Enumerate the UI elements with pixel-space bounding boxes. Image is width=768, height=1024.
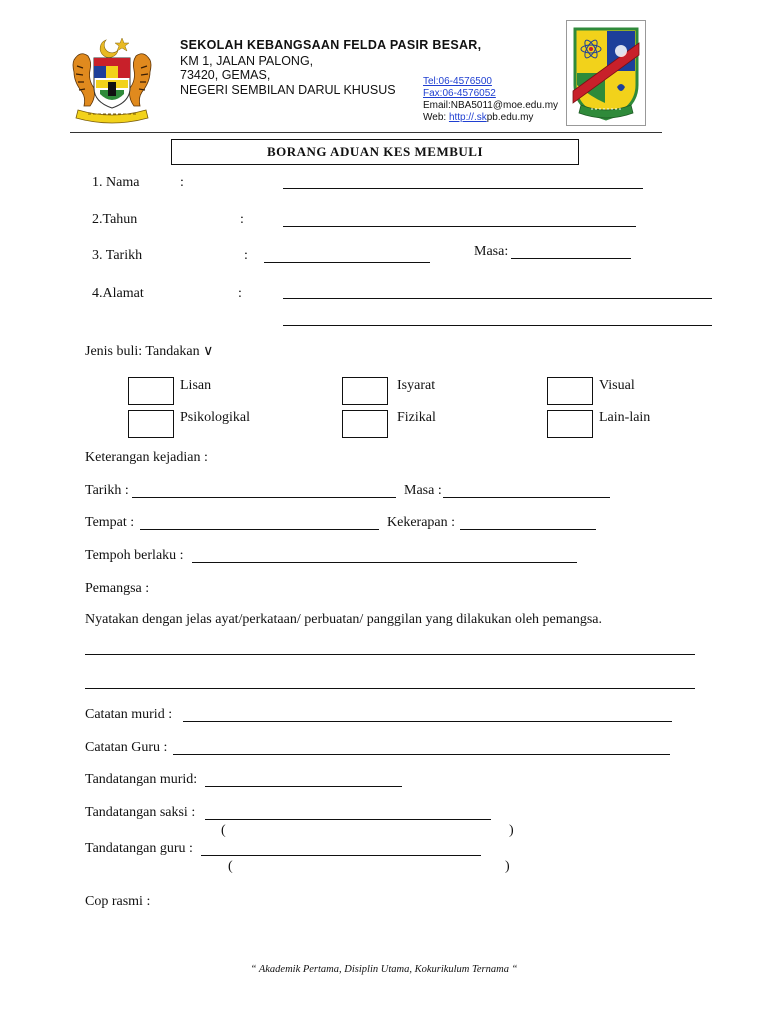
nyatakan-label: Nyatakan dengan jelas ayat/perkataan/ perbuatan/ panggilan yang dilakukan oleh pemangsa. (85, 612, 603, 627)
school-crest-icon (566, 20, 646, 126)
visual-label: Visual (599, 378, 635, 393)
address-line-3: NEGERI SEMBILAN DARUL KHUSUS (180, 83, 396, 97)
tel-link[interactable]: Tel:06-4576500 (423, 76, 492, 87)
tt-saksi-label: Tandatangan saksi : (85, 805, 196, 820)
tempat-field[interactable] (140, 529, 379, 530)
catatan-guru-label: Catatan Guru : (85, 740, 168, 755)
tt-guru-field[interactable] (201, 855, 481, 856)
fax-link[interactable]: Fax:06-4576052 (423, 88, 496, 99)
school-name: SEKOLAH KEBANGSAAN FELDA PASIR BESAR, (180, 38, 482, 52)
masa2-label: Masa : (404, 483, 442, 498)
form-title: BORANG ADUAN KES MEMBULI (266, 144, 484, 159)
lain-lain-checkbox[interactable] (547, 410, 593, 438)
masa-field[interactable] (511, 258, 631, 259)
kekerapan-label: Kekerapan : (387, 515, 456, 530)
footer-motto: “ Akademik Pertama, Disiplin Utama, Kokurikulum Ternama “ (250, 964, 518, 975)
tarikh2-label: Tarikh : (85, 483, 129, 498)
alamat-colon: : (238, 286, 242, 301)
web-link[interactable]: http://.sk (448, 112, 487, 123)
alamat-field-1[interactable] (283, 298, 712, 299)
email-text: Email:NBA5011@moe.edu.my (423, 100, 559, 111)
cop-rasmi-label: Cop rasmi : (85, 894, 151, 909)
visual-checkbox[interactable] (547, 377, 593, 405)
alamat-label: 4.Alamat (92, 286, 144, 301)
tahun-label: 2.Tahun (92, 212, 138, 227)
address-line-1: KM 1, JALAN PALONG, (180, 54, 314, 68)
guru-paren-open: ( (228, 859, 233, 874)
nyatakan-field-2[interactable] (85, 688, 695, 689)
nama-label: 1. Nama (92, 175, 140, 190)
saksi-paren-close: ) (509, 823, 514, 838)
nyatakan-field-1[interactable] (85, 654, 695, 655)
tarikh-field[interactable] (264, 262, 430, 263)
isyarat-checkbox[interactable] (342, 377, 388, 405)
tarikh-label: 3. Tarikh (92, 248, 143, 263)
tahun-colon: : (240, 212, 244, 227)
fizikal-checkbox[interactable] (342, 410, 388, 438)
tarikh2-field[interactable] (132, 497, 396, 498)
lisan-checkbox[interactable] (128, 377, 174, 405)
tempoh-field[interactable] (192, 562, 577, 563)
catatan-guru-field[interactable] (173, 754, 670, 755)
kekerapan-field[interactable] (460, 529, 596, 530)
psikologikal-label: Psikologikal (180, 410, 251, 425)
tt-guru-label: Tandatangan guru : (85, 841, 193, 856)
psikologikal-checkbox[interactable] (128, 410, 174, 438)
web-suffix: pb.edu.my (486, 112, 534, 123)
coat-of-arms-icon (66, 34, 158, 124)
pemangsa-label: Pemangsa : (85, 581, 150, 596)
tt-saksi-field[interactable] (205, 819, 491, 820)
isyarat-label: Isyarat (397, 378, 436, 393)
catatan-murid-field[interactable] (183, 721, 672, 722)
lain-lain-label: Lain-lain (599, 410, 651, 425)
tt-murid-label: Tandatangan murid: (85, 772, 198, 787)
saksi-paren-open: ( (221, 823, 226, 838)
tahun-field[interactable] (283, 226, 636, 227)
tempoh-label: Tempoh berlaku : (85, 548, 184, 563)
tt-murid-field[interactable] (205, 786, 402, 787)
masa-label: Masa: (474, 244, 509, 259)
guru-paren-close: ) (505, 859, 510, 874)
masa2-field[interactable] (443, 497, 610, 498)
alamat-field-2[interactable] (283, 325, 712, 326)
form-title-box (171, 139, 579, 165)
fizikal-label: Fizikal (397, 410, 436, 425)
catatan-murid-label: Catatan murid : (85, 707, 173, 722)
tempat-label: Tempat : (85, 515, 135, 530)
web-line (423, 112, 533, 123)
lisan-label: Lisan (180, 378, 212, 393)
nama-colon: : (180, 175, 184, 190)
jenis-buli-label: Jenis buli: Tandakan ∨ (85, 344, 214, 359)
header-divider (70, 132, 662, 133)
web-prefix: Web: (423, 112, 449, 123)
address-line-2: 73420, GEMAS, (180, 68, 271, 82)
nama-field[interactable] (283, 188, 643, 189)
tarikh-colon: : (244, 248, 248, 263)
keterangan-label: Keterangan kejadian : (85, 450, 208, 465)
